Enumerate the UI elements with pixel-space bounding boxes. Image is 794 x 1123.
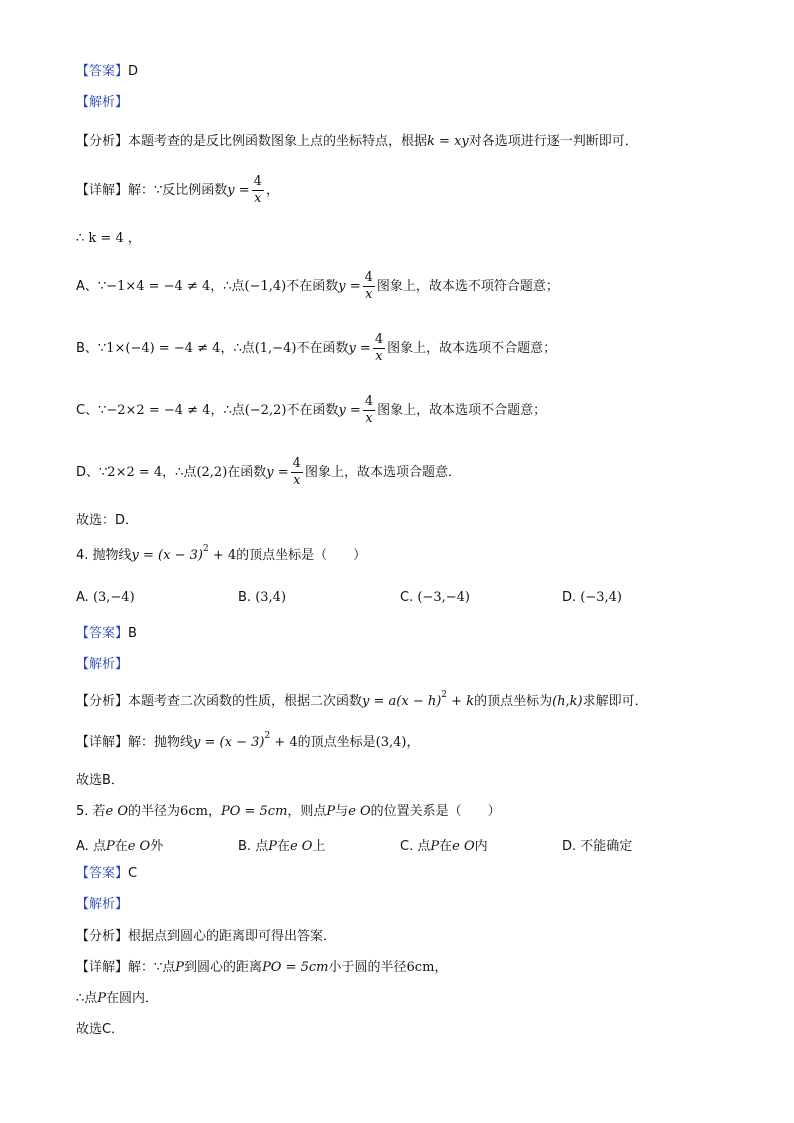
punctuation: ， [434, 960, 448, 975]
q5-fenxi-line [76, 929, 336, 945]
q4-detail-line [76, 731, 420, 751]
math-expression: y = (x − 3) [193, 735, 265, 750]
item-text: 不在函数 [296, 341, 349, 356]
punctuation: ， [406, 735, 420, 750]
option-text: 内 [474, 839, 488, 854]
point-coordinate: (3,4) [375, 735, 407, 750]
option-text: 外 [150, 839, 164, 854]
q5-option-a[interactable] [76, 835, 163, 854]
option-label: D. [562, 839, 577, 854]
point-symbol: P [105, 839, 115, 854]
fenxi-tag: 【分析】 [76, 929, 129, 944]
punctuation: ， [265, 183, 279, 198]
q4-option-b[interactable] [238, 590, 286, 605]
point-symbol: P [268, 839, 277, 854]
question-text: 的半径为 [128, 804, 181, 819]
item-text: 图象上，故本选项不合题意； [377, 403, 547, 418]
math-expression: y = (x − 3) [131, 548, 203, 563]
item-prefix: C、∵ [76, 403, 107, 418]
q4-analysis-heading [76, 657, 128, 673]
fraction [373, 332, 385, 365]
item-text: 图象上，故本选项不合题意； [387, 341, 557, 356]
q4-option-d[interactable] [562, 590, 622, 605]
math-expression: 6cm [406, 960, 435, 975]
item-text: ，∴点 [162, 465, 197, 480]
option-text: 在 [439, 839, 453, 854]
item-text: ，∴点 [220, 341, 255, 356]
option-text: 不能确定 [580, 839, 633, 854]
q4-answer-line [76, 626, 137, 642]
circle-symbol: e O [105, 804, 129, 819]
option-text: 在 [276, 839, 290, 854]
option-label: C. [400, 590, 414, 605]
math-expression: ∴ k = 4 ， [76, 231, 141, 246]
math-expression: y = [348, 341, 371, 356]
point-symbol: P [97, 991, 107, 1006]
fraction-denominator: x [365, 411, 373, 426]
option-text: 上 [312, 839, 326, 854]
detail-text: 解：抛物线 [128, 735, 194, 750]
fenxi-text: 本题考查的是反比例函数图象上点的坐标特点，根据 [128, 134, 428, 149]
answer-value: B [128, 626, 137, 641]
fraction-numerator: 4 [292, 456, 301, 471]
q3-fenxi-line [76, 134, 638, 150]
fraction [363, 394, 375, 427]
answer-tag: 【答案】 [76, 866, 129, 881]
point-symbol: P [175, 960, 185, 975]
point-symbol: P [326, 804, 336, 819]
fenxi-formula: k = xy [427, 134, 469, 149]
fenxi-text: 根据点到圆心的距离即可得出答案． [128, 929, 337, 944]
point-symbol: P [430, 839, 440, 854]
q4-option-a[interactable] [76, 590, 135, 605]
answer-value: D [128, 64, 139, 79]
math-expression: y = a(x − h) [362, 694, 442, 709]
exponent: 2 [441, 690, 448, 700]
math-expression: PO = 5cm [220, 804, 288, 819]
item-prefix: A、∵ [76, 279, 107, 294]
detail-text: 解：∵反比例函数 [128, 183, 228, 198]
fraction-denominator: x [365, 287, 373, 302]
q3-analysis-heading [76, 95, 128, 111]
item-prefix: D、∵ [76, 465, 108, 480]
q4-stem [76, 544, 367, 564]
item-text: ，∴点 [210, 403, 245, 418]
answer-tag: 【答案】 [76, 64, 129, 79]
option-label: B. [238, 839, 252, 854]
option-text: 点 [417, 839, 431, 854]
circle-symbol: e O [452, 839, 475, 854]
math-expression: + 4 [208, 548, 237, 563]
circle-symbol: e O [289, 839, 313, 854]
option-label: A. [76, 839, 89, 854]
conclusion-text: 故选：D． [76, 513, 139, 528]
math-expression: y = [266, 465, 289, 480]
fraction [291, 456, 303, 489]
fenxi-text: 的顶点坐标为 [474, 694, 553, 709]
math-expression: + k [447, 694, 475, 709]
fenxi-tag: 【分析】 [76, 694, 129, 709]
q5-option-c[interactable] [400, 835, 488, 854]
analysis-tag: 【解析】 [76, 897, 129, 912]
q3-item-b [76, 332, 556, 365]
point-coordinate: (h,k) [552, 694, 583, 709]
option-text: 点 [255, 839, 269, 854]
q5-stem [76, 804, 501, 820]
math-expression: PO = 5cm [262, 960, 329, 975]
fraction-denominator: x [254, 191, 262, 206]
option-value: (−3,−4) [417, 590, 470, 605]
item-text: 在函数 [227, 465, 267, 480]
detail-text: 到圆心的距离 [184, 960, 263, 975]
fenxi-text: 求解即可． [582, 694, 648, 709]
fraction-numerator: 4 [364, 394, 374, 409]
math-expression: + 4 [270, 735, 298, 750]
option-value: (−3,4) [580, 590, 623, 605]
q3-item-d [76, 456, 461, 489]
detail-text: 的顶点坐标是 [297, 735, 376, 750]
analysis-tag: 【解析】 [76, 95, 129, 110]
math-expression: y = [227, 183, 250, 198]
item-text: 不在函数 [286, 279, 339, 294]
q5-option-b[interactable] [238, 835, 325, 854]
item-prefix: B、∵ [76, 341, 107, 356]
circle-symbol: e O [127, 839, 151, 854]
punctuation: ， [207, 804, 221, 819]
q5-detail-line [76, 960, 447, 976]
q5-conclusion [76, 1022, 124, 1038]
conclusion-text: 故选C． [76, 1022, 125, 1037]
question-text: 的顶点坐标是（ ） [236, 548, 367, 563]
math-expression: −1×4 = −4 ≠ 4 [106, 279, 211, 294]
detail-text: ∴点 [76, 991, 98, 1006]
detail-text: 小于圆的半径 [328, 960, 407, 975]
answer-tag: 【答案】 [76, 626, 129, 641]
detail-text: 在圆内． [106, 991, 159, 1006]
option-label: A. [76, 590, 89, 605]
question-text: ，则点 [287, 804, 327, 819]
detail-tag: 【详解】 [76, 735, 129, 750]
q4-conclusion [76, 773, 124, 789]
analysis-tag: 【解析】 [76, 657, 129, 672]
q3-detail-line [76, 174, 279, 207]
option-label: B. [238, 590, 252, 605]
point-coordinate: (2,2) [196, 465, 228, 480]
fraction-denominator: x [375, 349, 383, 364]
option-text: 点 [92, 839, 106, 854]
fenxi-text: 本题考查二次函数的性质，根据二次函数 [128, 694, 363, 709]
detail-tag: 【详解】 [76, 960, 129, 975]
fraction-numerator: 4 [253, 174, 262, 189]
point-coordinate: (−1,4) [244, 279, 287, 294]
detail-text: 解：∵点 [128, 960, 176, 975]
circle-symbol: e O [348, 804, 371, 819]
option-label: C. [400, 839, 414, 854]
fraction-denominator: x [293, 473, 301, 488]
q4-option-c[interactable] [400, 590, 470, 605]
q5-analysis-heading [76, 897, 128, 913]
question-number: 5. 若 [76, 804, 106, 819]
math-expression: y = [338, 403, 361, 418]
math-expression: y = [338, 279, 361, 294]
q5-answer-line [76, 866, 137, 882]
conclusion-text: 故选B． [76, 773, 124, 788]
q3-item-c [76, 394, 546, 427]
q3-k-line [76, 231, 141, 247]
q4-fenxi-line [76, 690, 648, 710]
exponent: 2 [202, 544, 209, 554]
q3-item-a [76, 270, 559, 303]
question-text: 的位置关系是（ ） [370, 804, 501, 819]
item-text: 不在函数 [286, 403, 339, 418]
math-expression: 2×2 = 4 [107, 465, 163, 480]
option-label: D. [562, 590, 577, 605]
question-number: 4. 抛物线 [76, 548, 132, 563]
detail-tag: 【详解】 [76, 183, 129, 198]
option-value: (3,4) [255, 590, 287, 605]
fraction [252, 174, 264, 207]
q5-option-d[interactable] [562, 835, 632, 854]
point-coordinate: (1,−4) [254, 341, 297, 356]
fenxi-tag: 【分析】 [76, 134, 129, 149]
exponent: 2 [264, 731, 271, 741]
q3-conclusion [76, 513, 138, 529]
math-expression: −2×2 = −4 ≠ 4 [106, 403, 211, 418]
fenxi-text: 对各选项进行逐一判断即可． [468, 134, 638, 149]
item-text: 图象上，故本选项合题意． [304, 465, 461, 480]
math-expression: 6cm [180, 804, 208, 819]
point-coordinate: (−2,2) [244, 403, 287, 418]
fraction-numerator: 4 [364, 270, 373, 285]
fraction-numerator: 4 [374, 332, 384, 347]
option-text: 在 [114, 839, 128, 854]
option-value: (3,−4) [92, 590, 135, 605]
answer-value: C [128, 866, 138, 881]
q3-answer-line [76, 64, 138, 80]
item-text: ，∴点 [210, 279, 245, 294]
item-text: 图象上，故本选不项符合题意； [376, 279, 559, 294]
question-text: 与 [335, 804, 349, 819]
fraction [363, 270, 375, 303]
math-expression: 1×(−4) = −4 ≠ 4 [106, 341, 221, 356]
q5-therefore-line [76, 991, 158, 1007]
